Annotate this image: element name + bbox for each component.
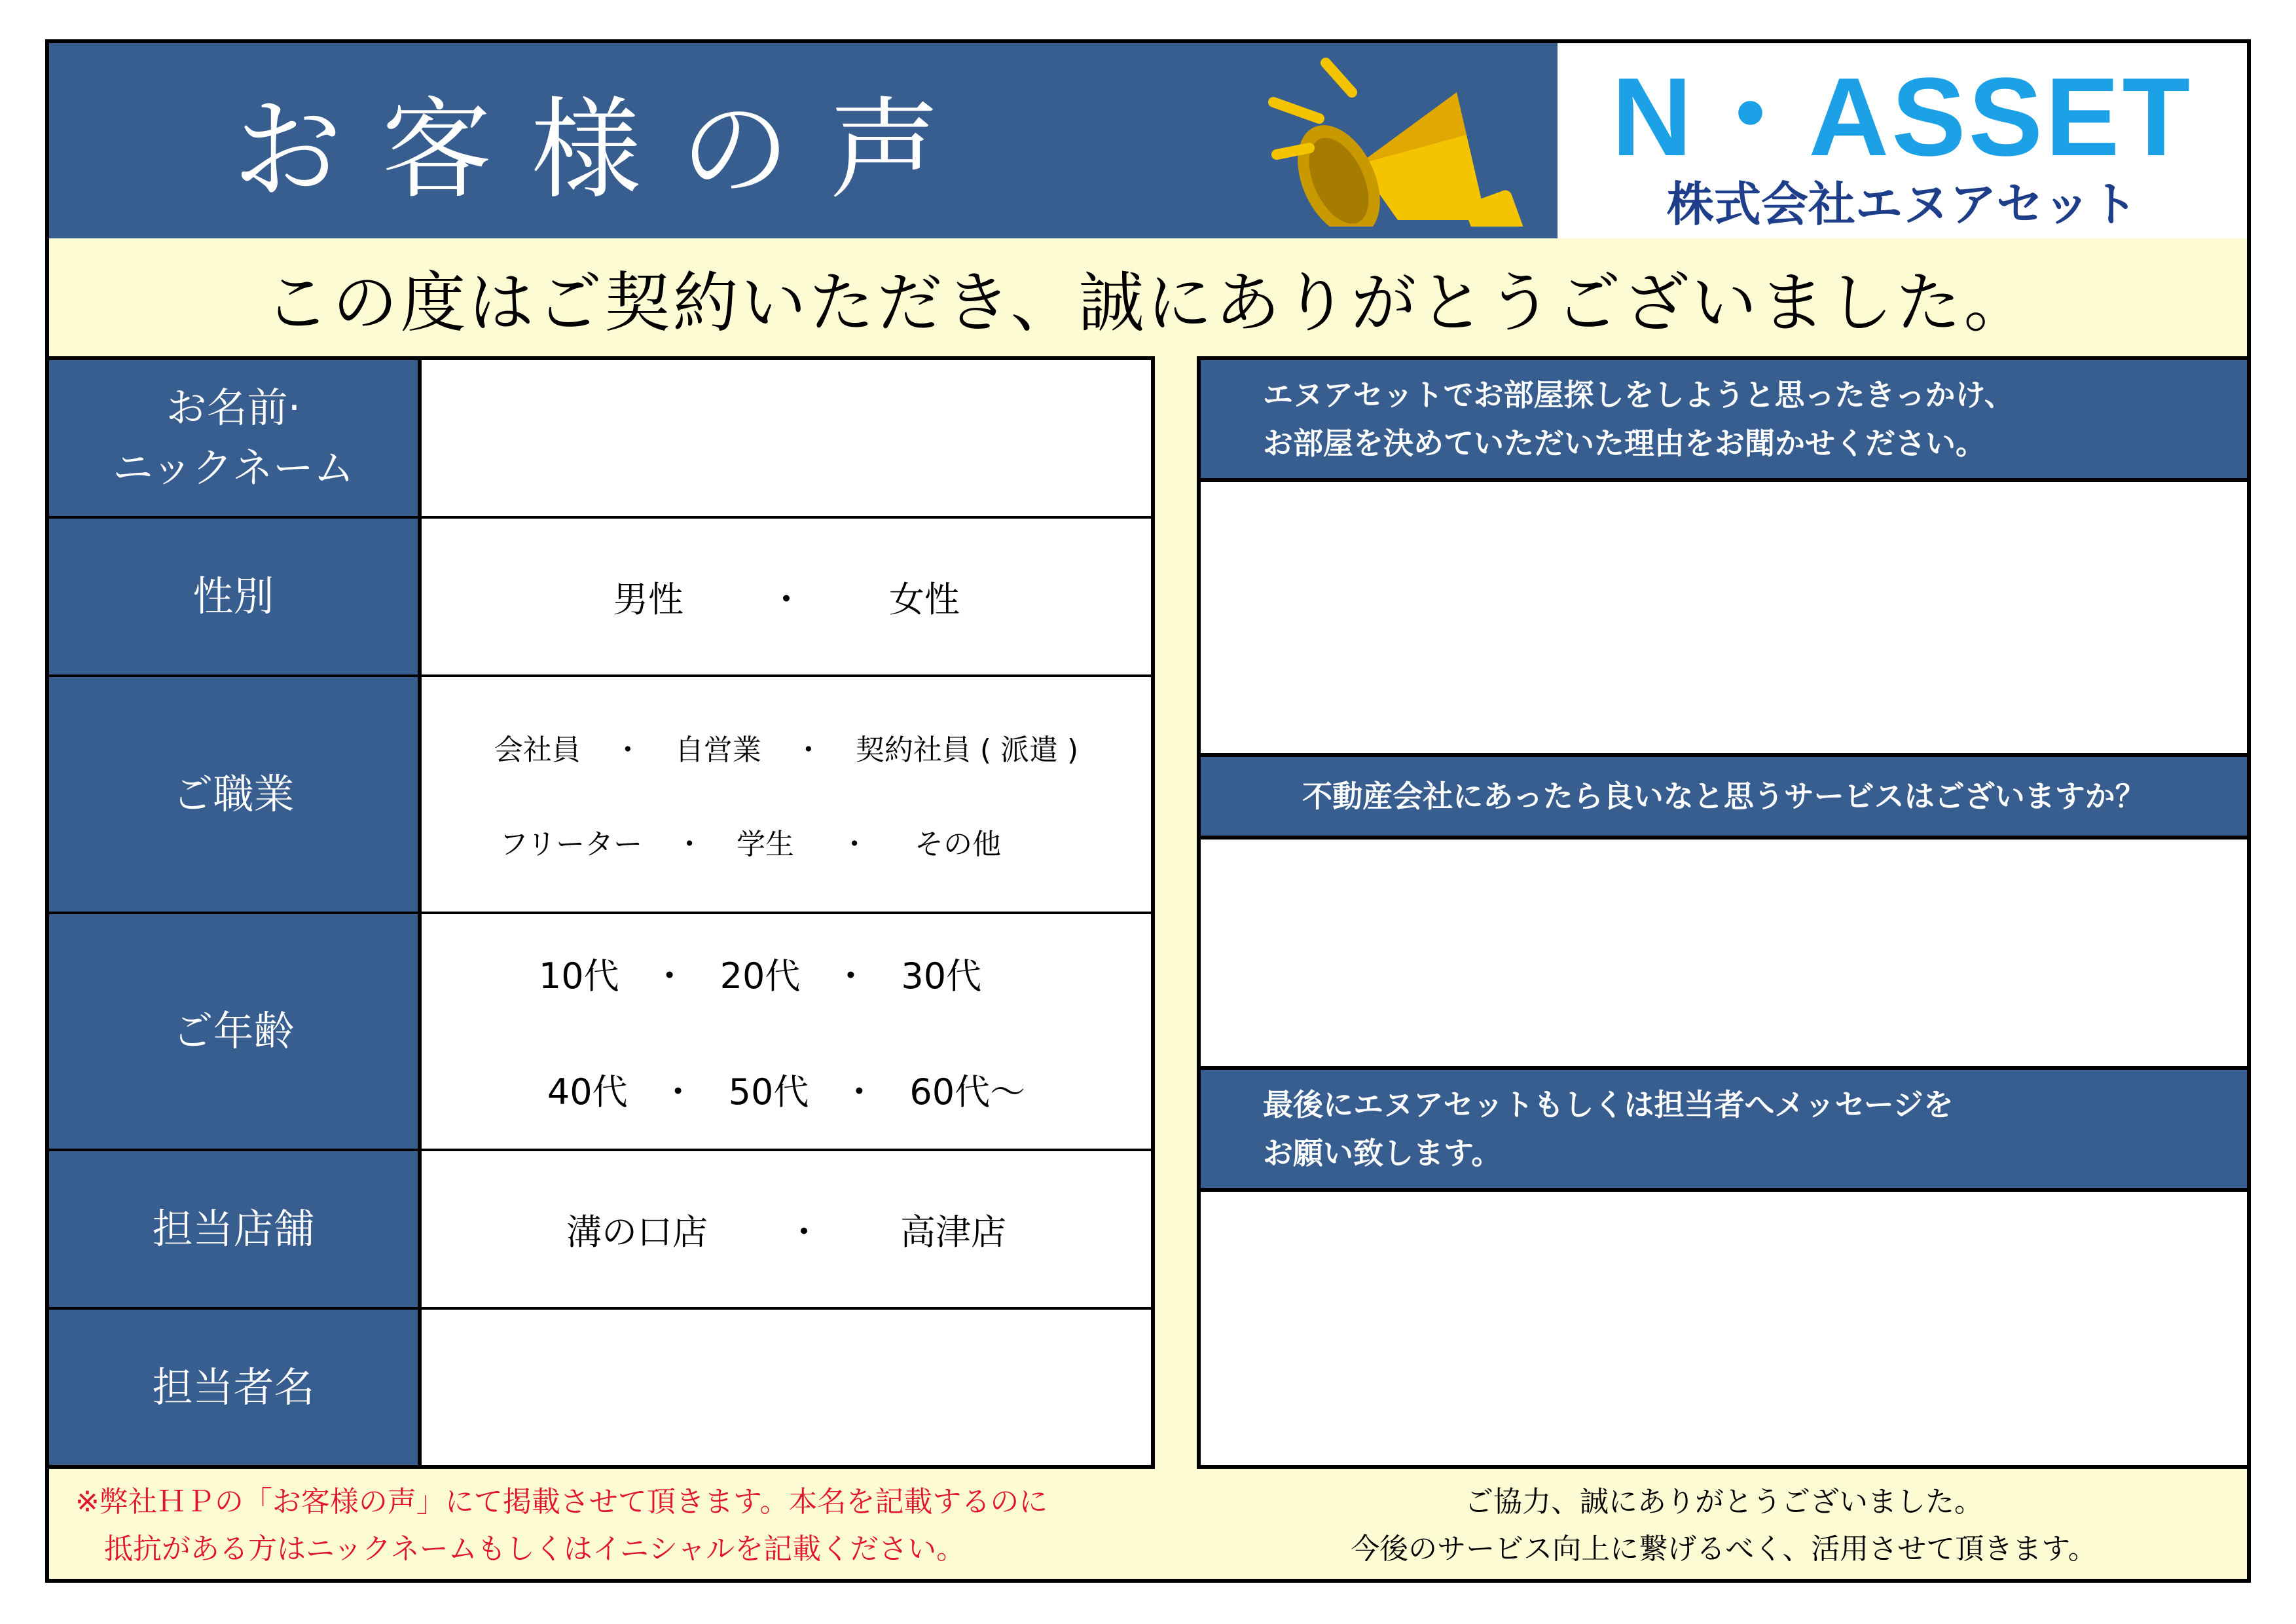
- option-self-employed[interactable]: 自営業: [674, 733, 761, 767]
- question-1-header: [1201, 360, 2247, 482]
- separator: ・: [675, 828, 704, 861]
- option-freelancer[interactable]: フリーター: [499, 828, 643, 861]
- option-30s[interactable]: 30代: [901, 955, 982, 997]
- store-label: 担当店舗: [49, 1151, 422, 1307]
- closing-line-2: 今後のサービス向上に繋げるべく、活用させて頂きます。: [1351, 1532, 2097, 1566]
- question-panel-3: [1197, 1066, 2251, 1469]
- logo-company-name: 株式会社エヌアセット: [1666, 177, 2138, 232]
- separator: ・: [793, 733, 823, 767]
- row-gender: [49, 519, 1151, 677]
- publication-note: [75, 1479, 1188, 1577]
- answer-3-area[interactable]: [1201, 1192, 2247, 1465]
- option-female[interactable]: 女性: [889, 578, 960, 620]
- answer-1-area[interactable]: [1201, 482, 2247, 753]
- row-store: [49, 1151, 1151, 1310]
- job-label: ご職業: [49, 677, 422, 912]
- job-options: [422, 677, 1151, 912]
- name-input-area[interactable]: [422, 360, 1151, 516]
- question-panel-1: [1197, 356, 2251, 757]
- option-contract[interactable]: 契約社員 ( 派遣 ): [855, 733, 1079, 767]
- question-3-line-2: お願い致します。: [1263, 1135, 1502, 1171]
- staff-input-area[interactable]: [422, 1310, 1151, 1465]
- question-2-header: [1201, 757, 2247, 840]
- company-logo: [1558, 43, 2247, 238]
- separator: ・: [651, 955, 687, 997]
- gender-options: [422, 519, 1151, 674]
- closing-message: [1197, 1479, 2251, 1577]
- question-1-line-1: エヌアセットでお部屋探しをしようと思ったきっかけ、: [1263, 377, 2014, 413]
- separator: ・: [769, 578, 804, 620]
- question-2-text: 不動産会社にあったら良いなと思うサービスはございますか？: [1302, 779, 2145, 814]
- row-staff: [49, 1310, 1151, 1465]
- closing-line-1: ご協力、誠にありがとうございました。: [1465, 1485, 1983, 1519]
- note-line-1: ※弊社ＨＰの「お客様の声」にて掲載させて頂きます。本名を記載するのに: [75, 1485, 1048, 1519]
- header-bar: [49, 43, 1558, 238]
- megaphone-icon: [1260, 56, 1535, 227]
- option-takatsu[interactable]: 高津店: [900, 1211, 1006, 1253]
- answer-2-area[interactable]: [1201, 840, 2247, 1066]
- option-other[interactable]: その他: [915, 828, 1002, 861]
- option-student[interactable]: 学生: [737, 828, 795, 861]
- logo-wordmark: N・ASSET: [1611, 54, 2193, 179]
- gender-label: 性別: [49, 519, 422, 674]
- question-3-header: [1201, 1070, 2247, 1192]
- option-10s[interactable]: 10代: [538, 955, 619, 997]
- option-mizonokuchi[interactable]: 溝の口店: [566, 1211, 708, 1253]
- separator: ・: [840, 828, 869, 861]
- survey-sheet: [45, 39, 2251, 1583]
- option-50s[interactable]: 50代: [728, 1071, 809, 1113]
- store-options: [422, 1151, 1151, 1307]
- option-employee[interactable]: 会社員: [494, 733, 581, 767]
- option-male[interactable]: 男性: [613, 578, 683, 620]
- staff-label: 担当者名: [49, 1310, 422, 1465]
- question-panel-2: [1197, 753, 2251, 1070]
- age-label: ご年齢: [49, 914, 422, 1149]
- question-3-line-1: 最後にエヌアセットもしくは担当者へメッセージを: [1263, 1087, 1954, 1122]
- row-job: [49, 677, 1151, 914]
- separator: ・: [660, 1071, 696, 1113]
- age-options: [422, 914, 1151, 1149]
- question-1-line-2: お部屋を決めていただいた理由をお聞かせください。: [1263, 426, 1986, 461]
- page-title: お客様の声: [232, 85, 979, 214]
- separator: ・: [841, 1071, 877, 1113]
- separator: ・: [786, 1211, 822, 1253]
- customer-info-table: [45, 356, 1155, 1469]
- note-line-2: 抵抗がある方はニックネームもしくはイニシャルを記載ください。: [104, 1532, 966, 1566]
- thanks-banner: この度はご契約いただき、誠にありがとうございました。: [264, 265, 2032, 341]
- option-20s[interactable]: 20代: [720, 955, 801, 997]
- option-60s-plus[interactable]: 60代～: [909, 1071, 1026, 1113]
- separator: ・: [833, 955, 869, 997]
- row-age: [49, 914, 1151, 1151]
- row-name: [49, 360, 1151, 519]
- option-40s[interactable]: 40代: [547, 1071, 628, 1113]
- name-label: お名前· ニックネーム: [49, 360, 422, 516]
- separator: ・: [613, 733, 642, 767]
